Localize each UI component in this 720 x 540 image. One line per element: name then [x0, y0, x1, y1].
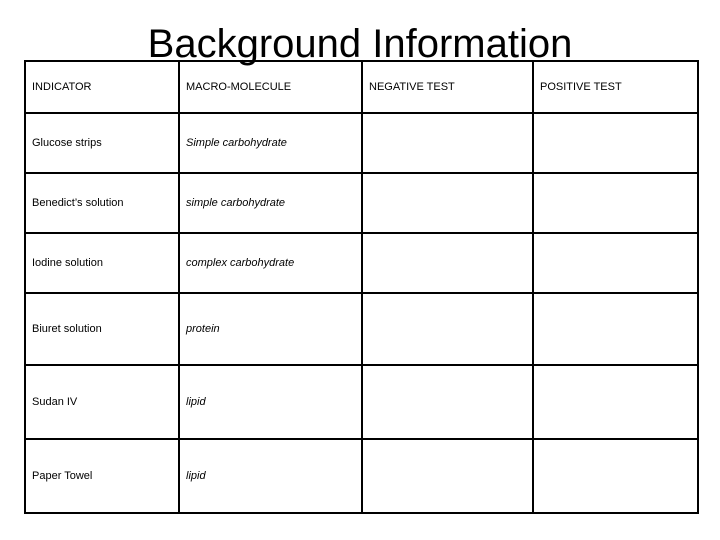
indicator-table — [24, 60, 699, 514]
indicator-cell: Biuret solution — [25, 293, 179, 365]
negative-test-cell — [362, 113, 533, 173]
macromolecule-cell: complex carbohydrate — [179, 233, 362, 293]
table-row — [25, 233, 698, 293]
table-row — [25, 173, 698, 233]
macromolecule-cell: lipid — [179, 365, 362, 439]
table-row — [25, 365, 698, 439]
header-macromolecule: MACRO-MOLECULE — [179, 61, 362, 113]
indicator-cell: Glucose strips — [25, 113, 179, 173]
indicator-cell: Iodine solution — [25, 233, 179, 293]
header-positive-test: POSITIVE TEST — [533, 61, 698, 113]
table-row — [25, 293, 698, 365]
table-row — [25, 113, 698, 173]
header-negative-test: NEGATIVE TEST — [362, 61, 533, 113]
header-indicator: INDICATOR — [25, 61, 179, 113]
indicator-cell: Benedict’s solution — [25, 173, 179, 233]
positive-test-cell — [533, 173, 698, 233]
indicator-cell: Sudan IV — [25, 365, 179, 439]
table-header-row — [25, 61, 698, 113]
negative-test-cell — [362, 439, 533, 513]
page-title: Background Information — [147, 22, 573, 66]
macromolecule-cell: lipid — [179, 439, 362, 513]
positive-test-cell — [533, 293, 698, 365]
positive-test-cell — [533, 233, 698, 293]
macromolecule-cell: Simple carbohydrate — [179, 113, 362, 173]
negative-test-cell — [362, 173, 533, 233]
macromolecule-cell: protein — [179, 293, 362, 365]
positive-test-cell — [533, 113, 698, 173]
macromolecule-cell: simple carbohydrate — [179, 173, 362, 233]
negative-test-cell — [362, 293, 533, 365]
indicator-cell: Paper Towel — [25, 439, 179, 513]
negative-test-cell — [362, 233, 533, 293]
table-row — [25, 439, 698, 513]
positive-test-cell — [533, 439, 698, 513]
positive-test-cell — [533, 365, 698, 439]
negative-test-cell — [362, 365, 533, 439]
